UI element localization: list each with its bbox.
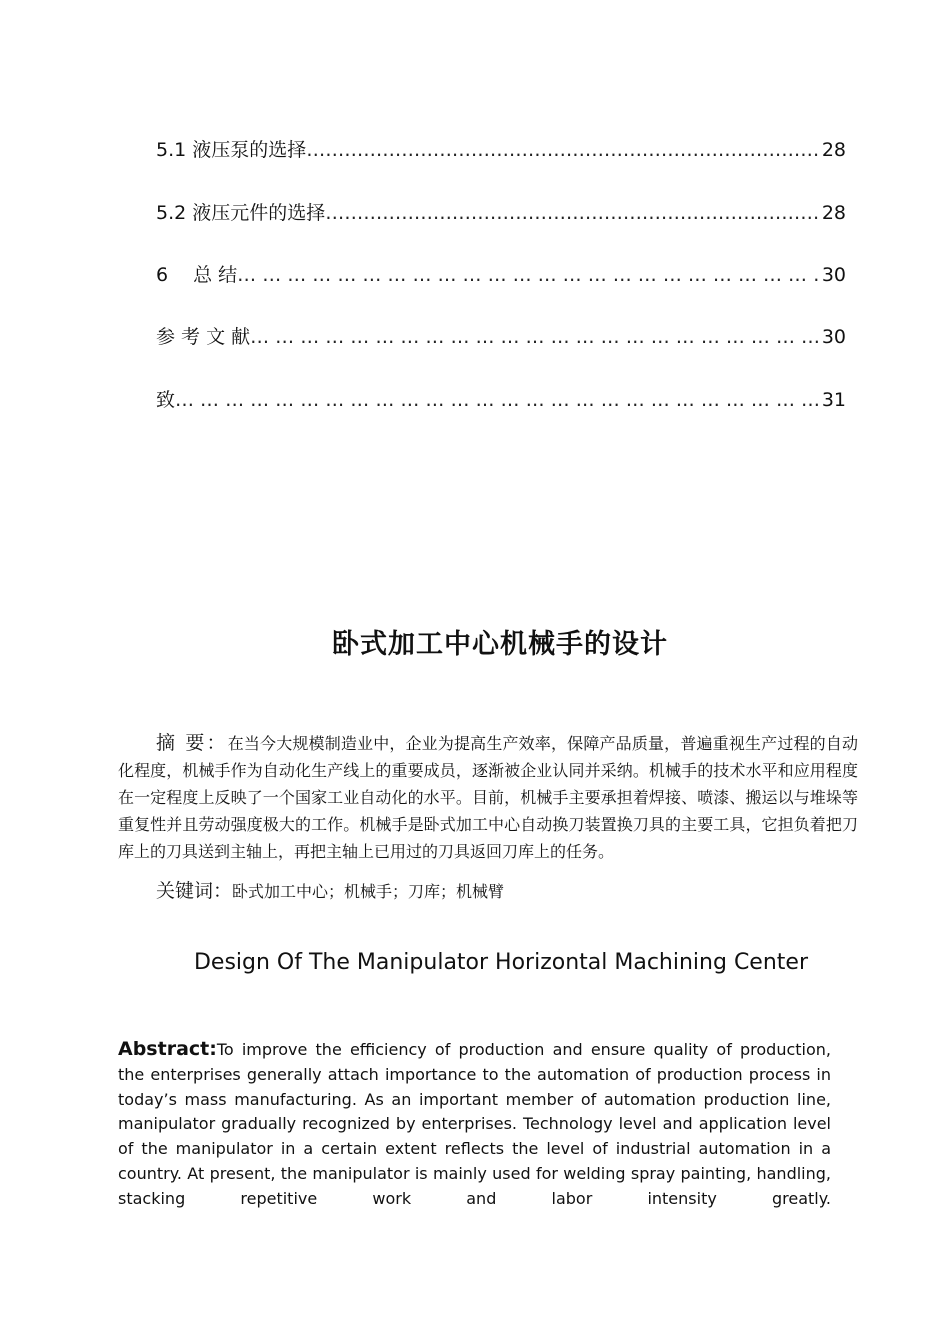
toc-entry [156, 201, 846, 225]
toc-leader [306, 138, 818, 162]
chinese-abstract-label: 摘 要： [156, 732, 228, 754]
english-abstract-text: To improve the efficiency of production and ensure quality of production, the enterprises generally attach importance to the automation of production process in today’s mass manufacturing. As an important member of automation production line, manipulator gradually recognized by enterprises. Technology level and application level of the manipulator in a certain extent reflects the level of industrial automation in a country. At present, the manipulator is mainly used for welding spray painting, handling, stacking repetitive work and labor intensity greatly. [118, 1040, 831, 1208]
english-abstract-label: Abstract: [118, 1038, 217, 1060]
toc-leader [325, 201, 818, 225]
toc-entry-page: 28 [821, 139, 846, 161]
chinese-title: 卧式加工中心机械手的设计 [332, 629, 668, 660]
english-title: Design Of The Manipulator Horizontal Machining Center [193, 950, 808, 975]
toc-entry-label: 参 考 文 献 [156, 326, 251, 348]
toc-entry-label: 6 总 结 [156, 264, 238, 286]
chinese-keywords [156, 876, 504, 903]
toc-leader [237, 263, 818, 287]
toc-entry-page: 30 [821, 264, 846, 286]
toc-entry-label: 致 [156, 389, 176, 411]
toc-entry-label: 5.1 液压泵的选择 [156, 139, 307, 161]
toc-entry [156, 263, 846, 287]
toc-entry-page: 31 [821, 389, 846, 411]
toc-entry [156, 325, 846, 349]
chinese-abstract [118, 730, 858, 865]
toc-leader [175, 388, 818, 412]
chinese-abstract-text: 在当今大规模制造业中，企业为提高生产效率，保障产品质量，普遍重视生产过程的自动化程度，机械手作为自动化生产线上的重要成员，逐渐被企业认同并采纳。机械手的技术水平和应用程度在一定程度上反映了一个国家工业自动化的水平。目前，机械手主要承担着焊接、喷漆、搬运以与堆垛等重复性并且劳动强度极大的工作。机械手是卧式加工中心自动换刀装置换刀具的主要工具，它担负着把刀库上的刀具送到主轴上，再把主轴上已用过的刀具返回刀库上的任务。 [118, 734, 858, 861]
toc-entry-page: 30 [821, 326, 846, 348]
toc-entry-page: 28 [821, 202, 846, 224]
chinese-keywords-text: 卧式加工中心；机械手；刀库；机械臂 [232, 882, 505, 901]
toc-entry [156, 388, 846, 412]
toc-entry-label: 5.2 液压元件的选择 [156, 202, 326, 224]
english-abstract [118, 1037, 831, 1212]
toc-entry [156, 138, 846, 162]
toc-leader [250, 325, 818, 349]
chinese-keywords-label: 关键词： [156, 880, 233, 902]
